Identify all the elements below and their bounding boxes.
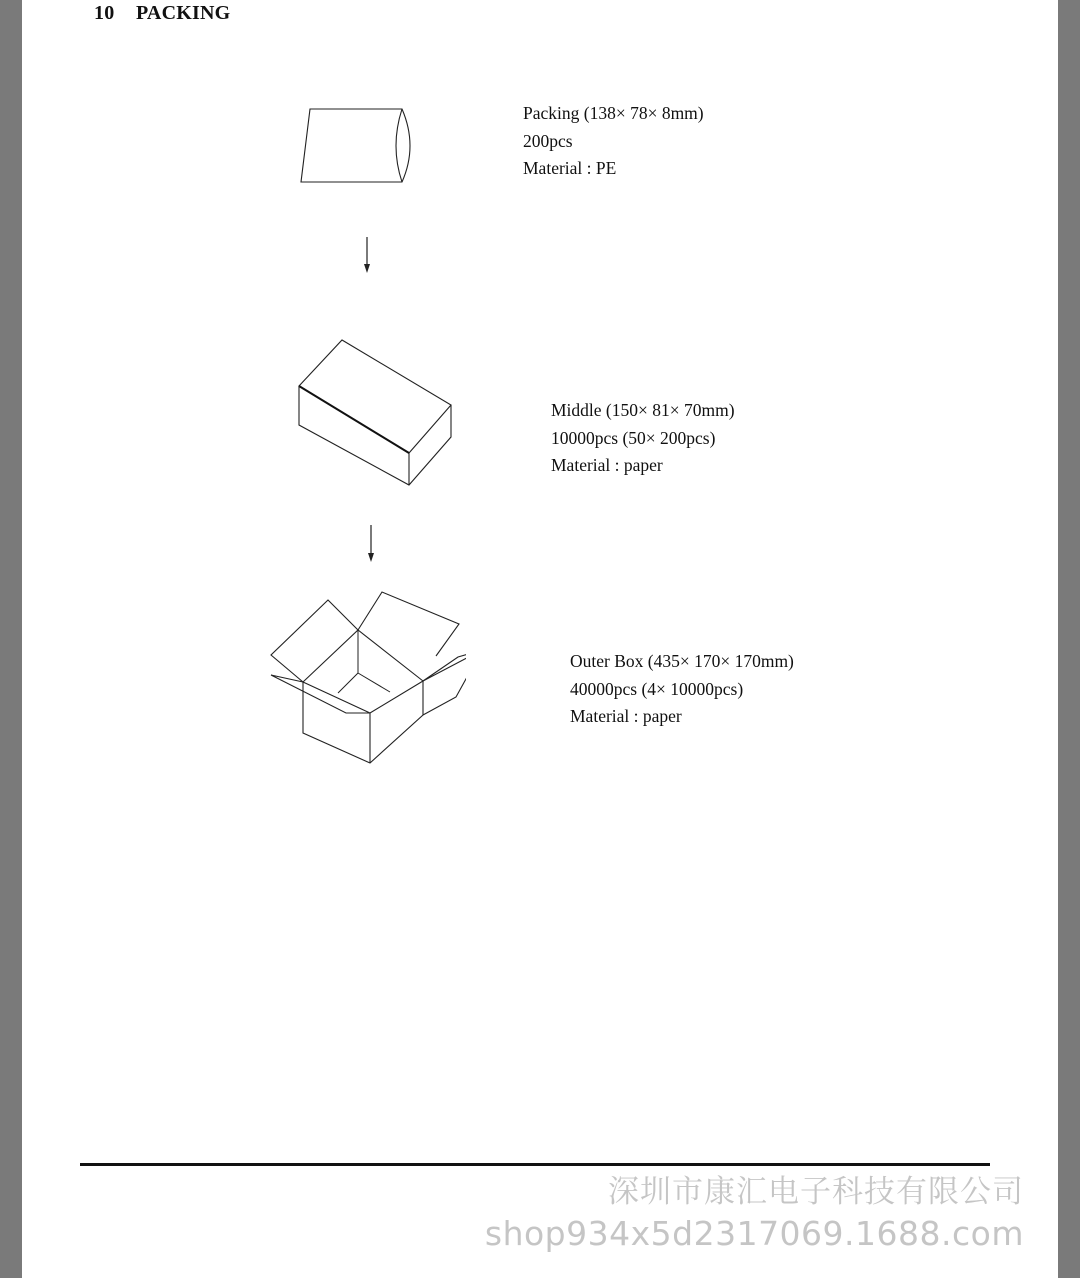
down-arrow-icon: [364, 524, 378, 566]
section-heading: [94, 2, 230, 25]
stage-1-material: Material : PE: [523, 158, 617, 178]
stage-3-description: [570, 648, 794, 731]
watermark-url: shop934x5d2317069.1688.com: [484, 1214, 1024, 1253]
watermark-company: 深圳市康汇电子科技有限公司: [608, 1174, 1024, 1210]
stage-1-description: [523, 100, 704, 183]
middle-box-icon: [292, 334, 462, 494]
section-title: PACKING: [136, 2, 231, 24]
stage-2-size: Middle (150× 81× 70mm): [551, 400, 735, 420]
stage-3-material: Material : paper: [570, 706, 682, 726]
stage-2-material: Material : paper: [551, 455, 663, 475]
section-number: 10: [94, 2, 115, 24]
stage-3-quantity: 40000pcs (4× 10000pcs): [570, 678, 744, 699]
outer-box-icon: [266, 585, 466, 770]
stage-1-quantity: 200pcs: [523, 130, 573, 151]
pe-bag-icon: [290, 100, 420, 190]
stage-3-size: Outer Box (435× 170× 170mm): [570, 651, 794, 671]
stage-1-size: Packing (138× 78× 8mm): [523, 103, 704, 123]
stage-2-quantity: 10000pcs (50× 200pcs): [551, 427, 716, 448]
down-arrow-icon: [360, 236, 374, 276]
document-page: [22, 0, 1058, 1278]
stage-2-description: [551, 397, 735, 480]
